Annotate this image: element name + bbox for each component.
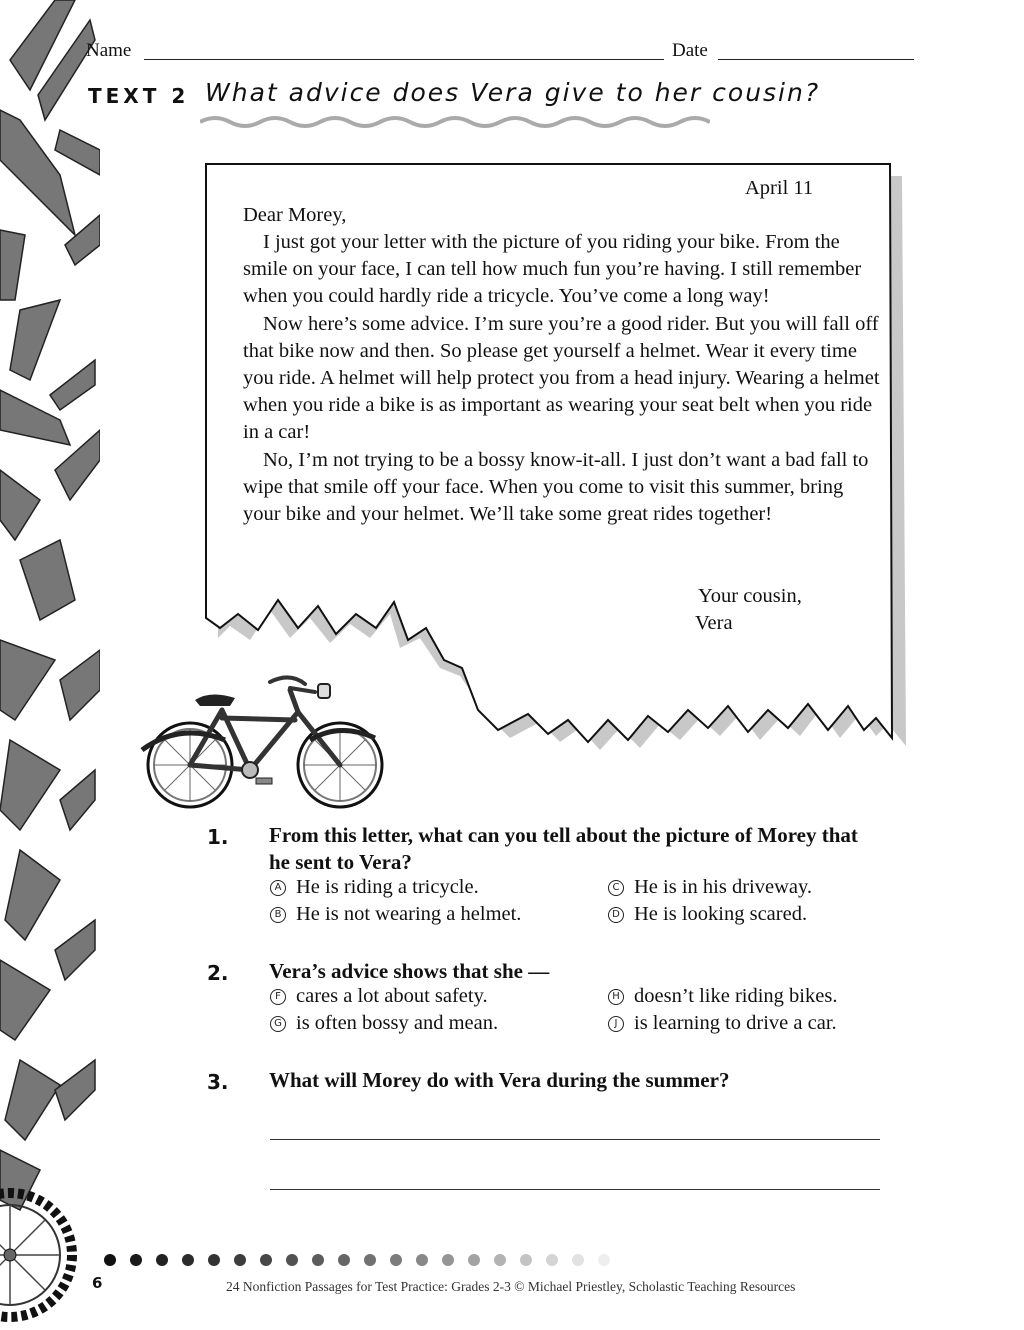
date-field[interactable] xyxy=(718,59,914,60)
zigzag-border xyxy=(0,0,103,1292)
dotted-divider xyxy=(100,1253,620,1267)
answer-bubble[interactable]: D xyxy=(608,907,624,923)
letter-paragraph: I just got your letter with the picture of you riding your bike. From the smile on your face, I can tell how much fun you’re having. I still remember when you could hardly ride a tricycle. You’ve come a long way! xyxy=(243,231,862,308)
letter-closing: Your cousin, xyxy=(698,585,802,607)
option-text: doesn’t like riding bikes. xyxy=(634,985,838,1007)
page-title: What advice does Vera give to her cousin? xyxy=(205,78,821,107)
option-text: He is in his driveway. xyxy=(634,876,813,898)
answer-bubble[interactable]: J xyxy=(608,1016,624,1032)
question-number: 2. xyxy=(207,961,229,985)
letter-paragraph: Now here’s some advice. I’m sure you’re a good rider. But you will fall off that bike now and then. So please get yourself a helmet. Wear it every time you ride. A helmet will help protect you from a head injury. Wearing a helmet when you ride a bike is as important as wearing your seat belt when you ride in a car! xyxy=(243,312,880,444)
question-text: From this letter, what can you tell about the picture of Morey that he sent to Vera? xyxy=(269,823,858,874)
option-text: He is not wearing a helmet. xyxy=(296,903,522,925)
name-date-header xyxy=(86,40,916,68)
answer-option-g[interactable] xyxy=(270,1012,498,1035)
name-label: Name xyxy=(86,40,132,61)
option-text: is often bossy and mean. xyxy=(296,1012,499,1034)
question-number: 3. xyxy=(207,1070,229,1094)
answer-option-c[interactable] xyxy=(608,876,812,899)
letter-date: April 11 xyxy=(745,177,814,199)
name-field[interactable] xyxy=(144,59,664,60)
date-label: Date xyxy=(672,40,708,61)
question-text: What will Morey do with Vera during the summer? xyxy=(269,1068,730,1092)
page-number: 6 xyxy=(92,1274,103,1292)
letter-paragraph: No, I’m not trying to be a bossy know-it-all. I just don’t want a bad fall to wipe that smile off your face. When you come to visit this summer, bring your bike and your helmet. We’ll take some great rides together! xyxy=(243,448,869,526)
question-number: 1. xyxy=(207,825,229,849)
answer-option-d[interactable] xyxy=(608,903,807,926)
answer-bubble[interactable]: G xyxy=(270,1016,286,1032)
option-text: He is riding a tricycle. xyxy=(296,876,479,898)
title-underline xyxy=(200,114,710,130)
answer-option-j[interactable] xyxy=(608,1012,837,1035)
answer-bubble[interactable]: H xyxy=(608,989,624,1005)
letter-body xyxy=(243,229,883,528)
option-text: cares a lot about safety. xyxy=(296,985,488,1007)
answer-line[interactable] xyxy=(270,1139,880,1140)
option-text: is learning to drive a car. xyxy=(634,1012,837,1034)
answer-option-a[interactable] xyxy=(270,876,479,899)
section-label: TEXT 2 xyxy=(88,84,190,108)
answer-option-h[interactable] xyxy=(608,985,837,1008)
bike-wheel-icon xyxy=(0,1180,80,1330)
bicycle-illustration xyxy=(140,660,390,820)
answer-line[interactable] xyxy=(270,1189,880,1190)
answer-bubble[interactable]: C xyxy=(608,880,624,896)
footer-citation: 24 Nonfiction Passages for Test Practice: Grades 2-3 © Michael Priestley, Scholastic Teaching Resources xyxy=(226,1279,796,1294)
letter-signature: Vera xyxy=(695,612,733,634)
letter-greeting: Dear Morey, xyxy=(243,204,347,226)
answer-option-b[interactable] xyxy=(270,903,521,926)
answer-bubble[interactable]: A xyxy=(270,880,286,896)
answer-bubble[interactable]: B xyxy=(270,907,286,923)
option-text: He is looking scared. xyxy=(634,903,808,925)
answer-bubble[interactable]: F xyxy=(270,989,286,1005)
question-text: Vera’s advice shows that she — xyxy=(269,959,550,983)
answer-option-f[interactable] xyxy=(270,985,488,1008)
